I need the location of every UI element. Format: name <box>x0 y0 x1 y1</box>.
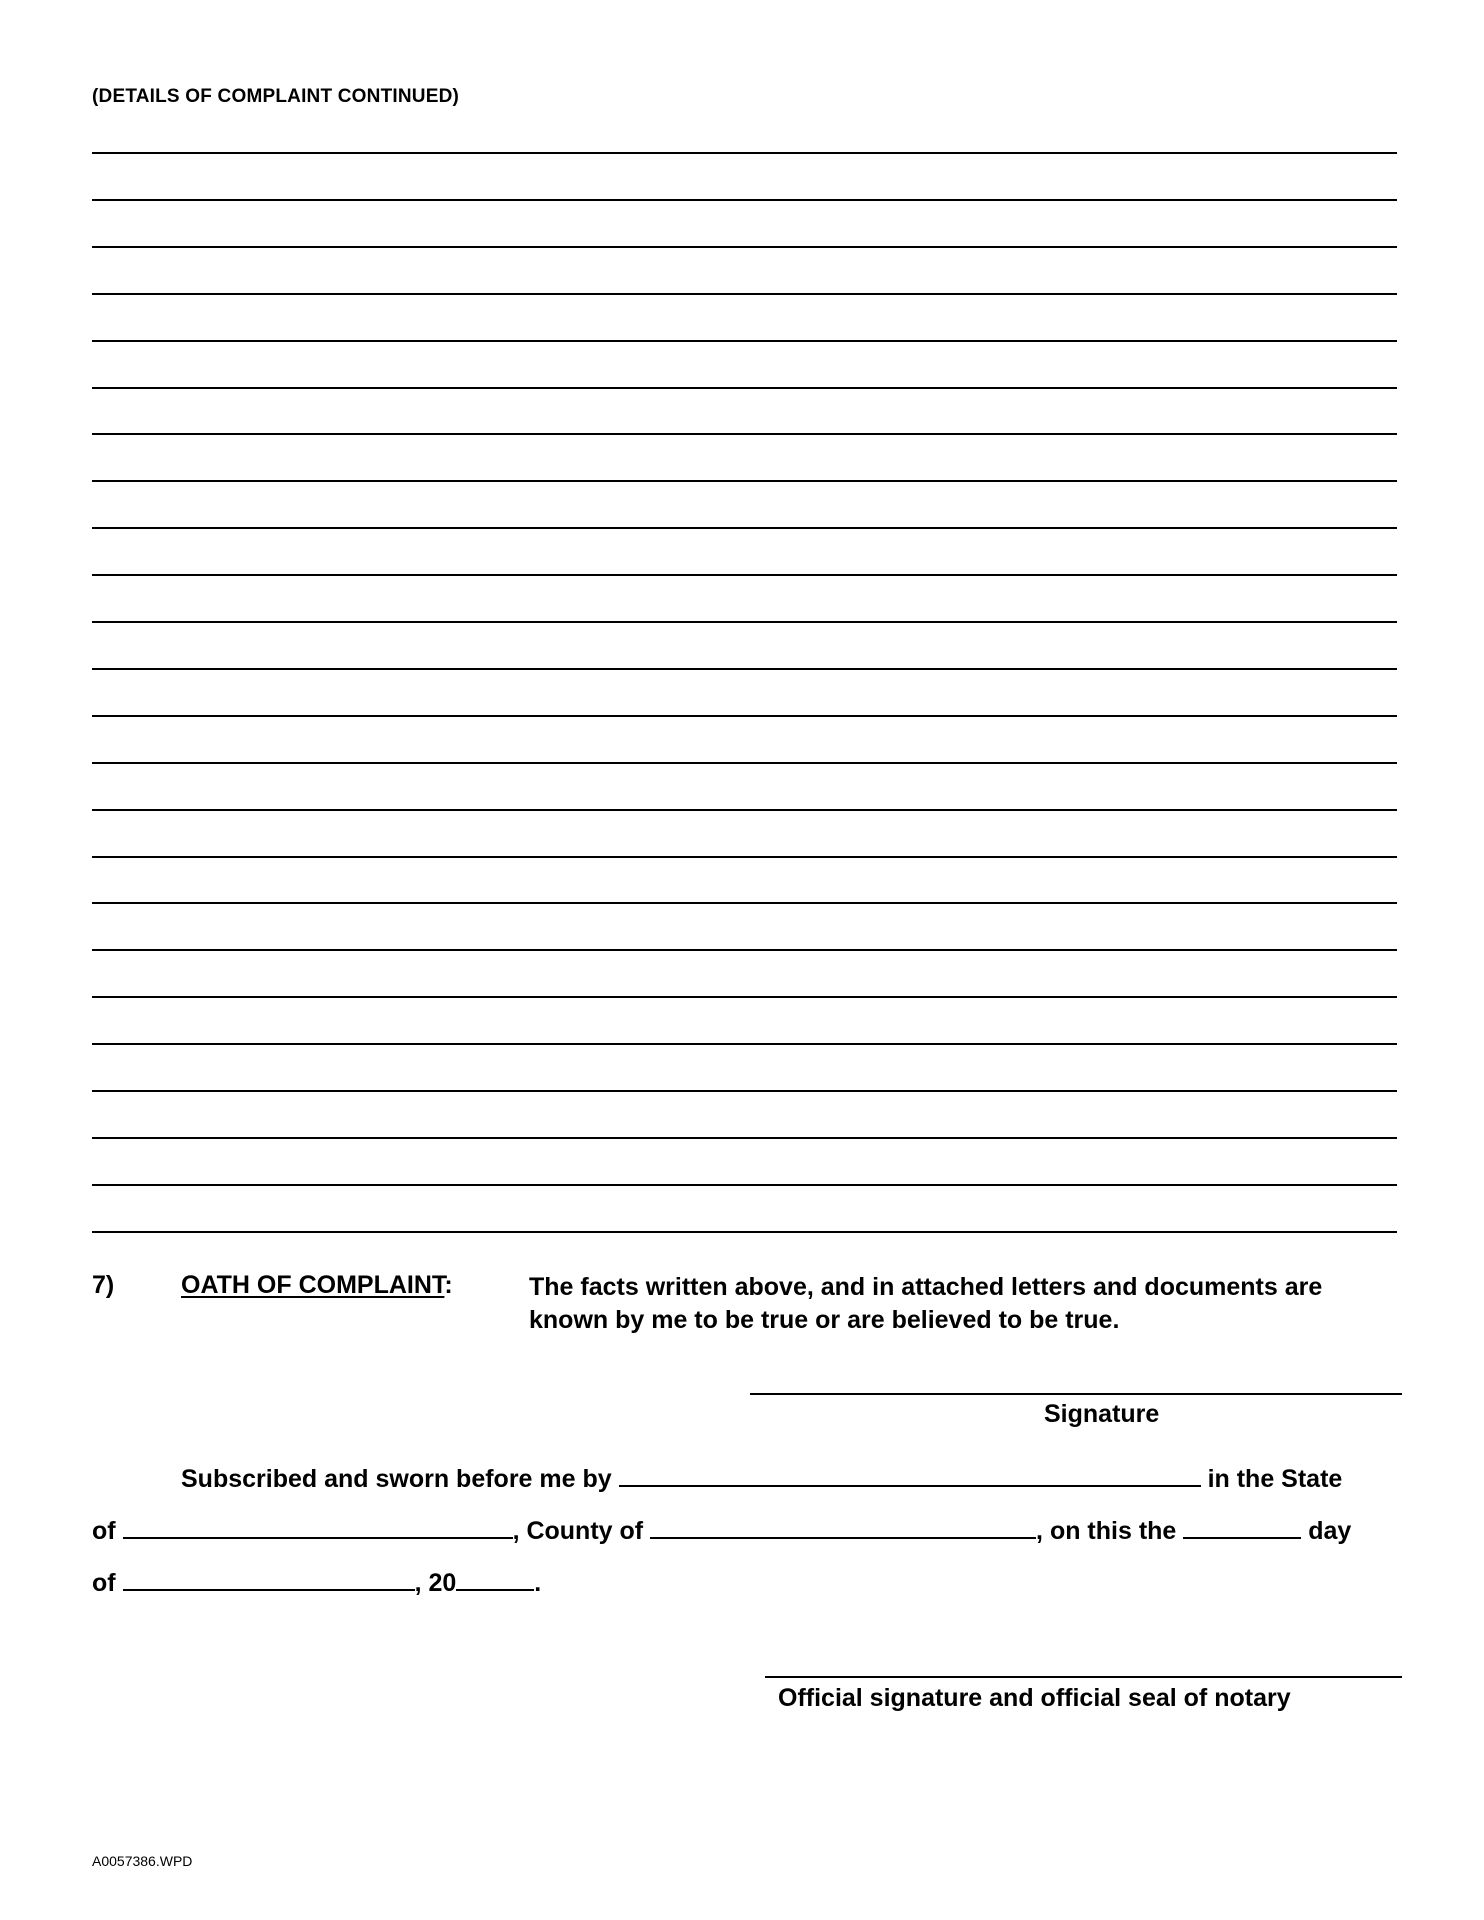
ruled-line[interactable] <box>92 996 1397 998</box>
sworn-line-2 <box>92 1515 1351 1546</box>
sworn-state-label: in the State <box>1207 1465 1343 1493</box>
state-field[interactable] <box>123 1515 513 1539</box>
ruled-line[interactable] <box>92 152 1397 154</box>
ruled-line[interactable] <box>92 387 1397 389</box>
page-header: (DETAILS OF COMPLAINT CONTINUED) <box>92 86 460 107</box>
ruled-line[interactable] <box>92 621 1397 623</box>
document-id: A0057386.WPD <box>92 1853 193 1869</box>
day-field[interactable] <box>1183 1515 1301 1539</box>
ruled-line[interactable] <box>92 293 1397 295</box>
oath-text: The facts written above, and in attached letters and documents are known by me to be true or are believed to be true. <box>529 1273 1323 1334</box>
oath-label-text: OATH OF COMPLAINT <box>181 1271 445 1299</box>
signature-label: Signature <box>1044 1400 1160 1428</box>
day-label: day <box>1308 1517 1352 1545</box>
oath-number: 7) <box>92 1271 115 1299</box>
notary-label: Official signature and official seal of notary <box>778 1684 1291 1712</box>
ruled-line[interactable] <box>92 1090 1397 1092</box>
ruled-line[interactable] <box>92 1184 1397 1186</box>
ruled-line[interactable] <box>92 527 1397 529</box>
ruled-line[interactable] <box>92 480 1397 482</box>
state-of-label: of <box>92 1517 116 1545</box>
ruled-line[interactable] <box>92 199 1397 201</box>
month-of-label: of <box>92 1569 116 1597</box>
oath-label-colon: : <box>444 1271 453 1299</box>
year-prefix: , 20 <box>414 1569 457 1597</box>
year-field[interactable] <box>456 1567 534 1591</box>
ruled-line[interactable] <box>92 340 1397 342</box>
ruled-line[interactable] <box>92 715 1397 717</box>
ruled-line[interactable] <box>92 856 1397 858</box>
ruled-line[interactable] <box>92 809 1397 811</box>
ruled-line[interactable] <box>92 949 1397 951</box>
on-this-label: , on this the <box>1036 1517 1177 1545</box>
ruled-line[interactable] <box>92 574 1397 576</box>
ruled-line[interactable] <box>92 246 1397 248</box>
sworn-line-3 <box>92 1567 541 1598</box>
ruled-line[interactable] <box>92 902 1397 904</box>
sworn-by-name-field[interactable] <box>619 1463 1201 1487</box>
sworn-prefix: Subscribed and sworn before me by <box>181 1465 612 1493</box>
year-period: . <box>534 1569 542 1597</box>
month-field[interactable] <box>123 1567 415 1591</box>
ruled-line[interactable] <box>92 1137 1397 1139</box>
notary-signature-line[interactable] <box>765 1676 1402 1678</box>
ruled-line[interactable] <box>92 433 1397 435</box>
ruled-line[interactable] <box>92 668 1397 670</box>
county-field[interactable] <box>650 1515 1036 1539</box>
ruled-line[interactable] <box>92 762 1397 764</box>
ruled-line[interactable] <box>92 1043 1397 1045</box>
county-label: , County of <box>512 1517 644 1545</box>
ruled-line[interactable] <box>92 1231 1397 1233</box>
signature-line[interactable] <box>750 1393 1402 1395</box>
oath-label <box>181 1271 453 1300</box>
sworn-line-1 <box>181 1463 1342 1494</box>
